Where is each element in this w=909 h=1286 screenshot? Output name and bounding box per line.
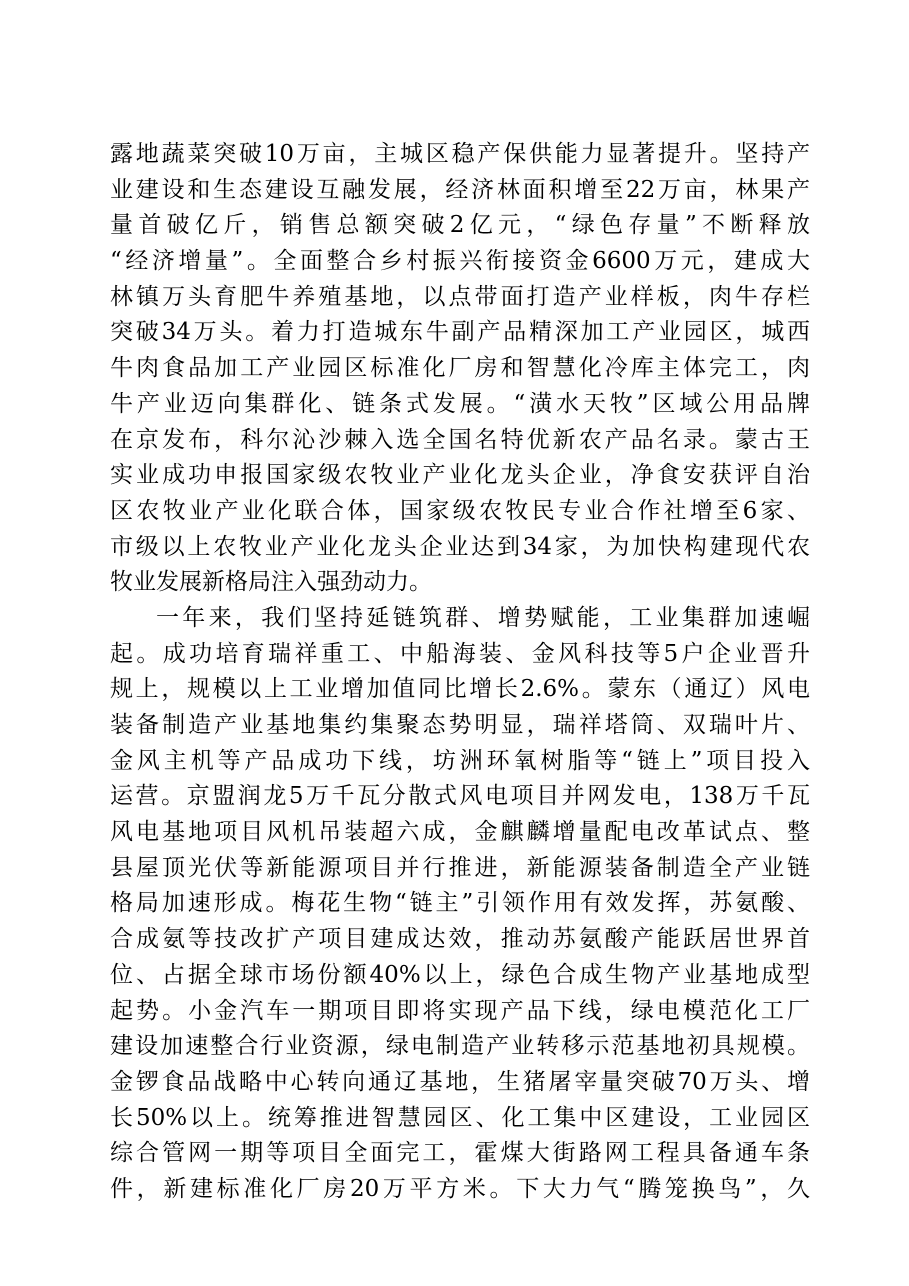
text-line: 风电基地项目风机吊装超六成，金麒麟增量配电改革试点、整 [110, 819, 810, 846]
text-line: 量首破亿斤，销售总额突破2亿元，“绿色存量”不断释放 [110, 212, 810, 239]
body-text [110, 137, 810, 1208]
text-line: 业建设和生态建设互融发展，经济林面积增至22万亩，林果产 [110, 176, 810, 203]
text-line: 格局加速形成。梅花生物“链主”引领作用有效发挥，苏氨酸、 [110, 890, 810, 917]
text-line: 金风主机等产品成功下线，坊洲环氧树脂等“链上”项目投入 [110, 747, 810, 774]
text-line: 运营。京盟润龙5万千瓦分散式风电项目并网发电，138万千瓦 [110, 783, 810, 810]
text-line: 起势。小金汽车一期项目即将实现产品下线，绿电模范化工厂 [110, 997, 810, 1024]
paragraph-first-line: 一年来，我们坚持延链筑群、增势赋能，工业集群加速崛 [156, 604, 810, 631]
text-line: 规上，规模以上工业增加值同比增长2.6%。蒙东（通辽）风电 [110, 676, 810, 703]
text-line: 建设加速整合行业资源，绿电制造产业转移示范基地初具规模。 [110, 1033, 810, 1060]
text-line: 装备制造产业基地集约集聚态势明显，瑞祥塔筒、双瑞叶片、 [110, 712, 810, 738]
text-line: 市级以上农牧业产业化龙头企业达到34家，为加快构建现代农 [110, 533, 810, 560]
text-line: 在京发布，科尔沁沙棘入选全国名特优新农产品名录。蒙古王 [110, 426, 810, 453]
text-line: 林镇万头育肥牛养殖基地，以点带面打造产业样板，肉牛存栏 [110, 283, 810, 310]
text-line: 起。成功培育瑞祥重工、中船海装、金风科技等5户企业晋升 [110, 640, 810, 667]
text-line: 金锣食品战略中心转向通辽基地，生猪屠宰量突破70万头、增 [110, 1068, 810, 1095]
text-line: 综合管网一期等项目全面完工，霍煤大街路网工程具备通车条 [110, 1140, 810, 1167]
text-line: 长50%以上。统筹推进智慧园区、化工集中区建设，工业园区 [110, 1104, 810, 1131]
text-line: 牛肉食品加工产业园区标准化厂房和智慧化冷库主体完工，肉 [110, 355, 810, 382]
text-line: 件，新建标准化厂房20万平方米。下大力气“腾笼换鸟”，久 [110, 1175, 810, 1202]
text-line: 牛产业迈向集群化、链条式发展。“潢水天牧”区域公用品牌 [110, 390, 810, 417]
text-line: 实业成功申报国家级农牧业产业化龙头企业，净食安获评自治 [110, 462, 810, 489]
text-line: 牧业发展新格局注入强劲动力。 [110, 569, 432, 596]
text-line: “经济增量”。全面整合乡村振兴衔接资金6600万元，建成大 [110, 248, 810, 275]
text-line: 突破34万头。着力打造城东牛副产品精深加工产业园区，城西 [110, 319, 810, 346]
text-line: 区农牧业产业化联合体，国家级农牧民专业合作社增至6家、 [110, 497, 810, 524]
text-line: 露地蔬菜突破10万亩，主城区稳产保供能力显著提升。坚持产 [110, 141, 810, 167]
text-line: 位、占据全球市场份额40%以上，绿色合成生物产业基地成型 [110, 961, 810, 988]
text-line: 合成氨等技改扩产项目建成达效，推动苏氨酸产能跃居世界首 [110, 926, 810, 953]
text-line: 县屋顶光伏等新能源项目并行推进，新能源装备制造全产业链 [110, 854, 810, 881]
